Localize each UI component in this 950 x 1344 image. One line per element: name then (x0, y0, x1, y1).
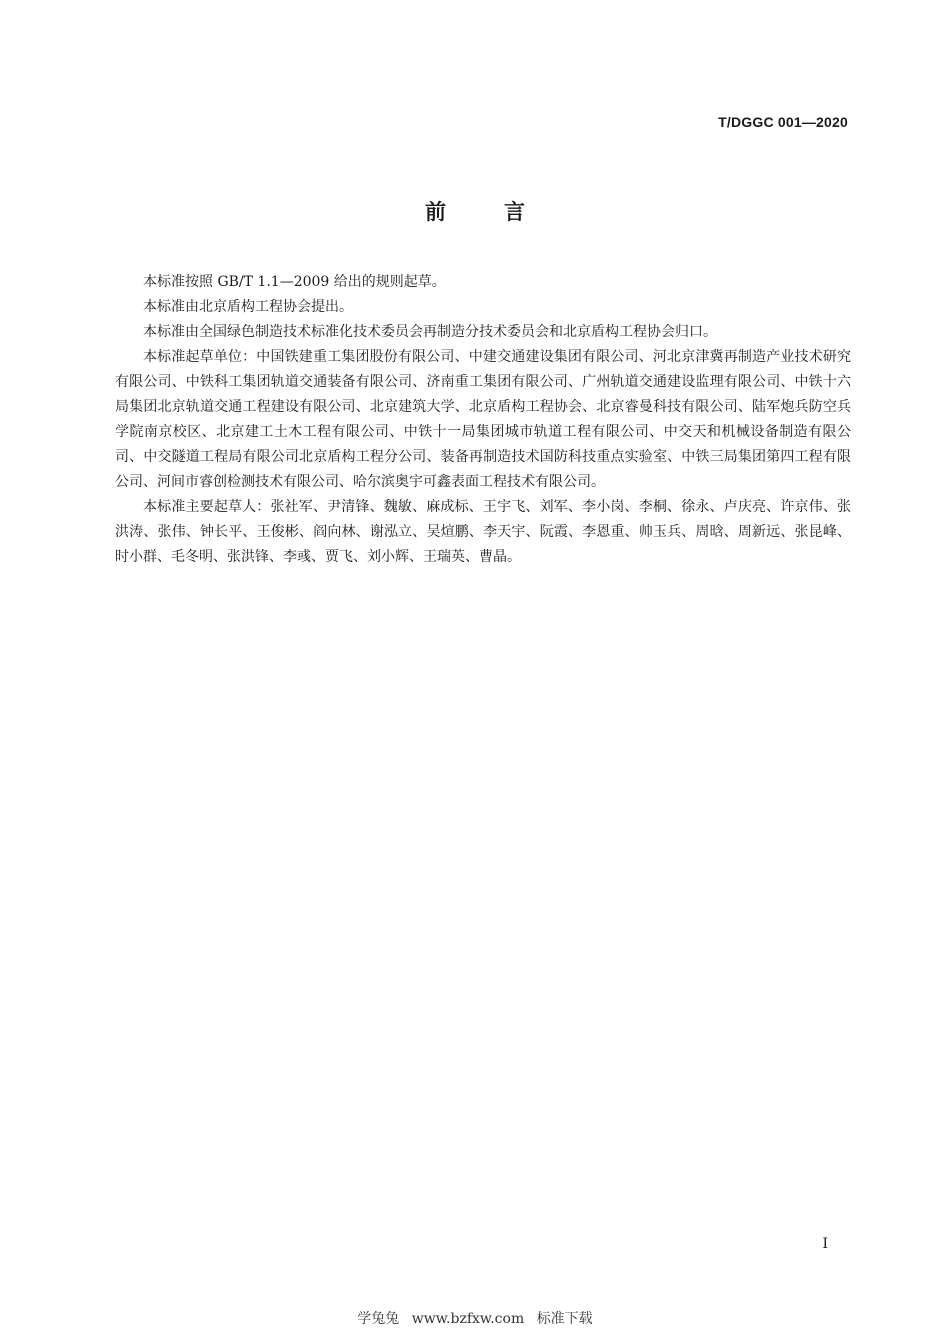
page-title-char-2: 言 (504, 200, 525, 224)
page-title-char-1: 前 (425, 200, 446, 224)
foreword-body (115, 270, 851, 570)
paragraph-drafters: 本标准主要起草人：张社军、尹清锋、魏敏、麻成标、王宇飞、刘军、李小岗、李桐、徐永、卢庆亮、许京伟、张洪涛、张伟、钟长平、王俊彬、阎向林、谢泓立、吴煊鹏、李天宇、阮霞、李恩重、帅玉兵、周晗、周新远、张昆峰、时小群、毛冬明、张洪锋、李彧、贾飞、刘小辉、王瑞英、曹晶。 (115, 499, 851, 565)
page-number: I (822, 1236, 828, 1252)
footer-watermark (0, 1308, 950, 1328)
page-title (0, 196, 950, 226)
paragraph-centralized-unit: 本标准由全国绿色制造技术标准化技术委员会再制造分技术委员会和北京盾构工程协会归口。 (143, 324, 717, 340)
standard-code: T/DGGC 001—2020 (718, 114, 848, 130)
paragraph-drafting-rules: 本标准按照 GB/T 1.1—2009 给出的规则起草。 (143, 274, 446, 290)
paragraph-drafting-units: 本标准起草单位：中国铁建重工集团股份有限公司、中建交通建设集团有限公司、河北京津冀再制造产业技术研究有限公司、中铁科工集团轨道交通装备有限公司、济南重工集团有限公司、广州轨道交通建设监理有限公司、中铁十六局集团北京轨道交通工程建设有限公司、北京建筑大学、北京盾构工程协会、北京睿曼科技有限公司、陆军炮兵防空兵学院南京校区、北京建工土木工程有限公司、中铁十一局集团城市轨道工程有限公司、中交天和机械设备制造有限公司、中交隧道工程局有限公司北京盾构工程分公司、装备再制造技术国防科技重点实验室、中铁三局集团第四工程有限公司、河间市睿创检测技术有限公司、哈尔滨奥宇可鑫表面工程技术有限公司。 (115, 349, 851, 490)
footer-site-url[interactable]: www.bzfxw.com (411, 1311, 525, 1327)
paragraph-proposer: 本标准由北京盾构工程协会提出。 (143, 299, 353, 315)
footer-site-name: 学兔兔 (357, 1311, 400, 1327)
footer-site-slogan: 标准下载 (536, 1311, 593, 1327)
